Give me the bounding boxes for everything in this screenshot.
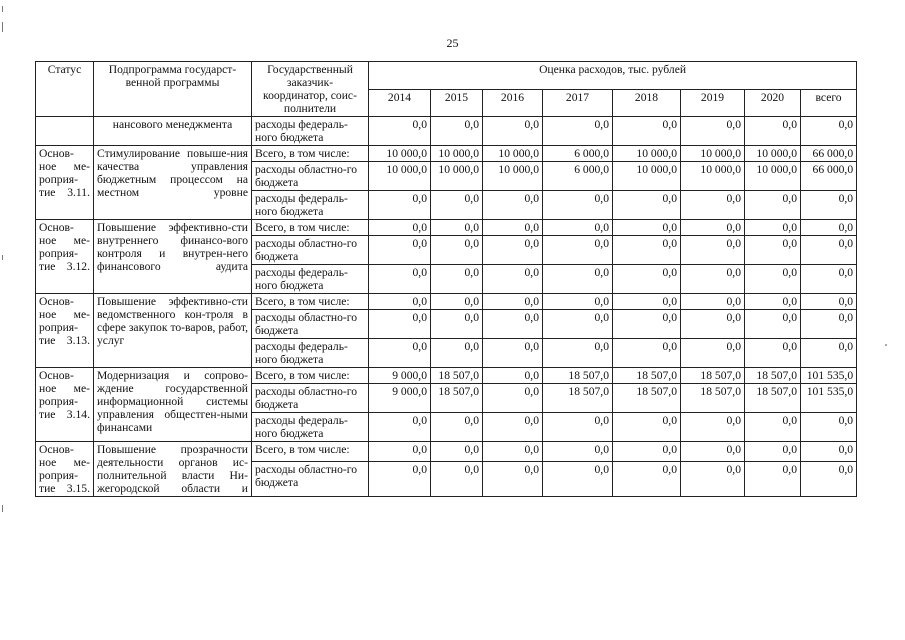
value-cell: 0,0 bbox=[431, 236, 483, 265]
value-cell: 0,0 bbox=[801, 413, 857, 442]
value-cell: 0,0 bbox=[681, 117, 745, 146]
value-cell: 0,0 bbox=[801, 461, 857, 496]
value-cell: 101 535,0 bbox=[801, 368, 857, 384]
value-cell: 0,0 bbox=[745, 339, 801, 368]
value-cell: 10 000,0 bbox=[431, 146, 483, 162]
value-cell: 0,0 bbox=[483, 339, 543, 368]
value-cell: 0,0 bbox=[369, 442, 431, 462]
value-cell: 0,0 bbox=[681, 339, 745, 368]
value-cell: 0,0 bbox=[681, 220, 745, 236]
source-cell: Всего, в том числе: bbox=[252, 368, 369, 384]
value-cell: 18 507,0 bbox=[745, 368, 801, 384]
value-cell: 0,0 bbox=[801, 339, 857, 368]
table-row bbox=[36, 220, 857, 236]
value-cell: 0,0 bbox=[543, 339, 613, 368]
value-cell: 18 507,0 bbox=[613, 368, 681, 384]
table-row bbox=[36, 117, 857, 146]
year-header: 2017 bbox=[543, 89, 613, 117]
status-cell: Основ-ное ме-роприя-тие 3.14. bbox=[36, 368, 94, 442]
scan-edge-mark bbox=[2, 22, 3, 32]
status-cell: Основ-ное ме-роприя-тие 3.11. bbox=[36, 146, 94, 220]
value-cell: 0,0 bbox=[681, 413, 745, 442]
value-cell: 0,0 bbox=[431, 294, 483, 310]
estimate-header: Оценка расходов, тыс. рублей bbox=[369, 62, 857, 90]
value-cell: 0,0 bbox=[745, 442, 801, 462]
value-cell: 0,0 bbox=[613, 265, 681, 294]
status-cell bbox=[36, 117, 94, 146]
value-cell: 0,0 bbox=[681, 236, 745, 265]
value-cell: 0,0 bbox=[431, 117, 483, 146]
value-cell: 0,0 bbox=[483, 236, 543, 265]
value-cell: 0,0 bbox=[543, 310, 613, 339]
value-cell: 10 000,0 bbox=[745, 162, 801, 191]
value-cell: 0,0 bbox=[369, 236, 431, 265]
value-cell: 0,0 bbox=[431, 310, 483, 339]
value-cell: 0,0 bbox=[483, 294, 543, 310]
page-number: 25 bbox=[446, 36, 459, 50]
value-cell: 0,0 bbox=[483, 265, 543, 294]
value-cell: 0,0 bbox=[745, 220, 801, 236]
value-cell: 0,0 bbox=[431, 461, 483, 496]
value-cell: 9 000,0 bbox=[369, 368, 431, 384]
value-cell: 10 000,0 bbox=[681, 146, 745, 162]
value-cell: 0,0 bbox=[431, 413, 483, 442]
value-cell: 66 000,0 bbox=[801, 162, 857, 191]
value-cell: 9 000,0 bbox=[369, 384, 431, 413]
value-cell: 10 000,0 bbox=[431, 162, 483, 191]
value-cell: 10 000,0 bbox=[681, 162, 745, 191]
value-cell: 0,0 bbox=[543, 265, 613, 294]
value-cell: 0,0 bbox=[745, 265, 801, 294]
year-header: 2016 bbox=[483, 89, 543, 117]
value-cell: 0,0 bbox=[543, 236, 613, 265]
value-cell: 18 507,0 bbox=[431, 368, 483, 384]
value-cell: 0,0 bbox=[369, 191, 431, 220]
subprogram-cell: Повышение прозрачности деятельности органов ис-полнительной власти Ни-жегородской области и bbox=[94, 442, 252, 497]
value-cell: 0,0 bbox=[483, 442, 543, 462]
value-cell: 18 507,0 bbox=[613, 384, 681, 413]
value-cell: 0,0 bbox=[369, 461, 431, 496]
source-cell: расходы областно-го бюджета bbox=[252, 310, 369, 339]
scan-dot bbox=[885, 344, 887, 346]
value-cell: 0,0 bbox=[801, 442, 857, 462]
source-cell: расходы федераль-ного бюджета bbox=[252, 191, 369, 220]
value-cell: 18 507,0 bbox=[431, 384, 483, 413]
value-cell: 0,0 bbox=[431, 265, 483, 294]
value-cell: 0,0 bbox=[745, 310, 801, 339]
source-cell: Всего, в том числе: bbox=[252, 146, 369, 162]
value-cell: 0,0 bbox=[681, 310, 745, 339]
source-cell: расходы областно-го бюджета bbox=[252, 162, 369, 191]
value-cell: 0,0 bbox=[613, 117, 681, 146]
value-cell: 0,0 bbox=[613, 191, 681, 220]
value-cell: 0,0 bbox=[369, 117, 431, 146]
table-row bbox=[36, 294, 857, 310]
status-cell: Основ-ное ме-роприя-тие 3.15. bbox=[36, 442, 94, 497]
status-cell: Основ-ное ме-роприя-тие 3.12. bbox=[36, 220, 94, 294]
value-cell: 6 000,0 bbox=[543, 162, 613, 191]
value-cell: 0,0 bbox=[431, 442, 483, 462]
value-cell: 18 507,0 bbox=[543, 384, 613, 413]
value-cell: 0,0 bbox=[745, 191, 801, 220]
value-cell: 18 507,0 bbox=[543, 368, 613, 384]
header-row bbox=[36, 62, 857, 90]
value-cell: 0,0 bbox=[745, 413, 801, 442]
value-cell: 0,0 bbox=[801, 265, 857, 294]
value-cell: 0,0 bbox=[745, 236, 801, 265]
source-cell: расходы федераль-ного бюджета bbox=[252, 339, 369, 368]
value-cell: 0,0 bbox=[801, 117, 857, 146]
value-cell: 0,0 bbox=[543, 191, 613, 220]
subprogram-cell: Стимулирование повыше-ния качества управления бюджетным процессом на местном уровне bbox=[94, 146, 252, 220]
subprogram-cell: Повышение эффективно-сти внутреннего финансо-вого контроля и внутрен-него финансового аудита bbox=[94, 220, 252, 294]
source-cell: расходы федераль-ного бюджета bbox=[252, 413, 369, 442]
value-cell: 0,0 bbox=[613, 310, 681, 339]
table-row bbox=[36, 368, 857, 384]
value-cell: 0,0 bbox=[369, 294, 431, 310]
value-cell: 0,0 bbox=[369, 339, 431, 368]
value-cell: 0,0 bbox=[483, 368, 543, 384]
value-cell: 10 000,0 bbox=[483, 146, 543, 162]
value-cell: 0,0 bbox=[369, 265, 431, 294]
subprogram-cell: нансового менеджмента bbox=[94, 117, 252, 146]
value-cell: 0,0 bbox=[543, 220, 613, 236]
groups-body bbox=[36, 146, 857, 497]
value-cell: 0,0 bbox=[483, 117, 543, 146]
value-cell: 0,0 bbox=[543, 117, 613, 146]
source-cell: расходы федераль-ного бюджета bbox=[252, 117, 369, 146]
value-cell: 10 000,0 bbox=[613, 146, 681, 162]
value-cell: 0,0 bbox=[681, 442, 745, 462]
value-cell: 18 507,0 bbox=[681, 368, 745, 384]
source-cell: расходы областно-го бюджета bbox=[252, 384, 369, 413]
customer-header: Государственный заказчик-координатор, соис-полнители bbox=[252, 62, 369, 117]
value-cell: 0,0 bbox=[613, 339, 681, 368]
value-cell: 0,0 bbox=[681, 191, 745, 220]
value-cell: 0,0 bbox=[613, 236, 681, 265]
value-cell: 0,0 bbox=[543, 442, 613, 462]
year-header: 2020 bbox=[745, 89, 801, 117]
value-cell: 0,0 bbox=[369, 220, 431, 236]
value-cell: 0,0 bbox=[613, 413, 681, 442]
value-cell: 0,0 bbox=[681, 461, 745, 496]
value-cell: 0,0 bbox=[613, 461, 681, 496]
value-cell: 0,0 bbox=[801, 220, 857, 236]
value-cell: 0,0 bbox=[483, 461, 543, 496]
subprogram-cell: Модернизация и сопрово-ждение государственной информационной системы управления общестген-ными финансами bbox=[94, 368, 252, 442]
value-cell: 0,0 bbox=[369, 413, 431, 442]
status-header: Статус bbox=[36, 62, 94, 117]
year-header: 2018 bbox=[613, 89, 681, 117]
source-cell: расходы областно-го бюджета bbox=[252, 236, 369, 265]
value-cell: 0,0 bbox=[543, 461, 613, 496]
value-cell: 0,0 bbox=[483, 310, 543, 339]
value-cell: 18 507,0 bbox=[681, 384, 745, 413]
value-cell: 0,0 bbox=[681, 265, 745, 294]
status-cell: Основ-ное ме-роприя-тие 3.13. bbox=[36, 294, 94, 368]
year-header: 2019 bbox=[681, 89, 745, 117]
value-cell: 0,0 bbox=[745, 294, 801, 310]
source-cell: Всего, в том числе: bbox=[252, 442, 369, 462]
expenses-table bbox=[35, 61, 857, 497]
source-cell: Всего, в том числе: bbox=[252, 220, 369, 236]
value-cell: 0,0 bbox=[543, 294, 613, 310]
value-cell: 0,0 bbox=[431, 339, 483, 368]
table-row bbox=[36, 146, 857, 162]
value-cell: 0,0 bbox=[801, 310, 857, 339]
value-cell: 0,0 bbox=[613, 220, 681, 236]
scan-edge-mark bbox=[2, 6, 3, 12]
value-cell: 0,0 bbox=[483, 191, 543, 220]
subprogram-cell: Повышение эффективно-сти ведомственного кон-троля в сфере закупок то-варов, работ, услуг bbox=[94, 294, 252, 368]
value-cell: 10 000,0 bbox=[483, 162, 543, 191]
value-cell: 0,0 bbox=[801, 191, 857, 220]
value-cell: 6 000,0 bbox=[543, 146, 613, 162]
value-cell: 66 000,0 bbox=[801, 146, 857, 162]
value-cell: 10 000,0 bbox=[369, 162, 431, 191]
value-cell: 0,0 bbox=[483, 220, 543, 236]
total-header: всего bbox=[801, 89, 857, 117]
value-cell: 101 535,0 bbox=[801, 384, 857, 413]
value-cell: 0,0 bbox=[613, 294, 681, 310]
value-cell: 0,0 bbox=[801, 294, 857, 310]
value-cell: 10 000,0 bbox=[613, 162, 681, 191]
scan-edge-mark bbox=[2, 505, 3, 512]
value-cell: 0,0 bbox=[745, 461, 801, 496]
subprogram-header: Подпрограмма государст-венной программы bbox=[94, 62, 252, 117]
value-cell: 0,0 bbox=[681, 294, 745, 310]
value-cell: 10 000,0 bbox=[745, 146, 801, 162]
value-cell: 0,0 bbox=[801, 236, 857, 265]
source-cell: Всего, в том числе: bbox=[252, 294, 369, 310]
value-cell: 10 000,0 bbox=[369, 146, 431, 162]
value-cell: 0,0 bbox=[745, 117, 801, 146]
year-header: 2014 bbox=[369, 89, 431, 117]
scan-edge-mark bbox=[2, 255, 3, 260]
value-cell: 18 507,0 bbox=[745, 384, 801, 413]
value-cell: 0,0 bbox=[483, 384, 543, 413]
value-cell: 0,0 bbox=[369, 310, 431, 339]
year-header: 2015 bbox=[431, 89, 483, 117]
table-row bbox=[36, 442, 857, 462]
value-cell: 0,0 bbox=[613, 442, 681, 462]
value-cell: 0,0 bbox=[431, 220, 483, 236]
source-cell: расходы областно-го бюджета bbox=[252, 461, 369, 496]
value-cell: 0,0 bbox=[543, 413, 613, 442]
source-cell: расходы федераль-ного бюджета bbox=[252, 265, 369, 294]
value-cell: 0,0 bbox=[431, 191, 483, 220]
value-cell: 0,0 bbox=[483, 413, 543, 442]
